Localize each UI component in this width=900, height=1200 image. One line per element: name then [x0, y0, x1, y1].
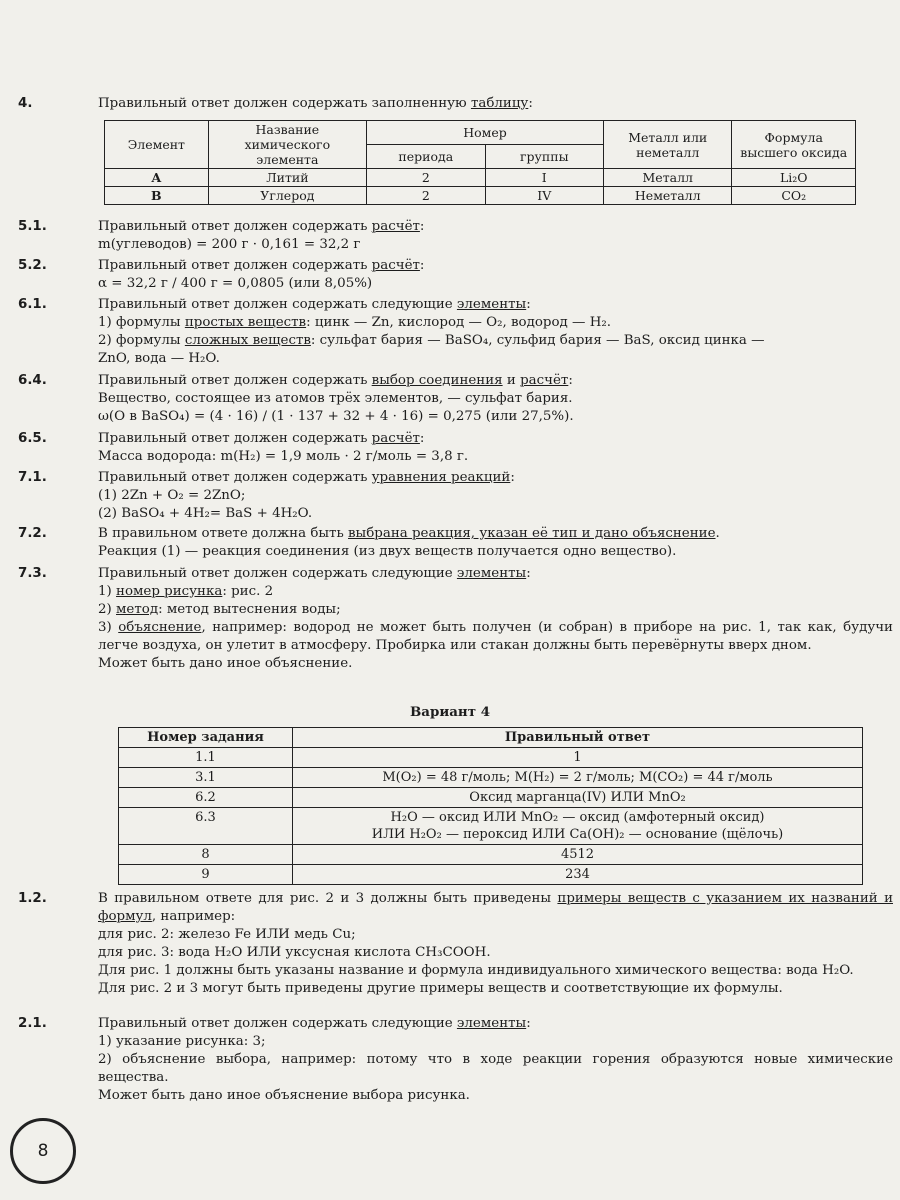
section-number: 7.1. — [18, 470, 47, 485]
cell-period: 2 — [367, 169, 485, 187]
page-number — [10, 1118, 76, 1184]
section-line — [98, 314, 893, 332]
section-keyword: расчёт — [520, 373, 569, 388]
answer-line: ИЛИ H₂O₂ — пероксид ИЛИ Ca(OH)₂ — основание (щёлочь) — [371, 827, 784, 842]
section-line — [98, 601, 893, 619]
section-line: Может быть дано иное объяснение. — [98, 656, 353, 671]
header-element: Элемент — [105, 121, 209, 169]
section-6-4 — [18, 372, 893, 426]
section-7-1 — [18, 469, 893, 523]
section-number: 6.5. — [18, 431, 47, 446]
cell-name: Углерод — [208, 187, 366, 205]
section-intro-end: : — [528, 96, 533, 111]
section-intro-end: : — [526, 566, 531, 581]
cell-metal: Металл — [603, 169, 732, 187]
section-intro: Правильный ответ должен содержать — [98, 258, 372, 273]
section-line: m(углеводов) = 200 г · 0,161 = 32,2 г — [98, 237, 361, 252]
section-keyword: элементы — [456, 297, 527, 312]
cell-oxide: CO₂ — [732, 187, 856, 205]
section-number: 7.2. — [18, 526, 47, 541]
section-number: 2.1. — [18, 1016, 47, 1031]
cell-oxide: Li₂O — [732, 169, 856, 187]
section-keyword: расчёт — [371, 431, 420, 446]
section-2-1 — [18, 1015, 893, 1105]
section-intro: Правильный ответ должен содержать — [98, 373, 372, 388]
line-text: 2) формулы — [98, 333, 185, 348]
section-line: Может быть дано иное объяснение выбора рисунка. — [98, 1088, 470, 1103]
line-text: 1) — [98, 584, 117, 599]
table-row — [105, 187, 856, 205]
table-row — [119, 865, 863, 885]
section-intro: Правильный ответ должен содержать — [98, 219, 372, 234]
cell-name: Литий — [208, 169, 366, 187]
cell-answer: 234 — [293, 865, 863, 885]
section-intro-end: : — [419, 431, 425, 446]
section-intro: Правильный ответ должен содержать следующие — [98, 566, 457, 581]
header-oxide: Формула высшего оксида — [732, 121, 856, 169]
section-number: 1.2. — [18, 891, 47, 906]
variant-title: Вариант 4 — [409, 704, 491, 720]
section-number: 4. — [18, 96, 33, 111]
section-keyword: элементы — [456, 566, 527, 581]
section-line — [98, 583, 893, 601]
section-line: (1) 2Zn + O₂ = 2ZnO; — [98, 488, 246, 503]
section-intro: Правильный ответ должен содержать — [98, 431, 372, 446]
line-text: 3) — [98, 620, 119, 635]
section-1-2 — [18, 890, 893, 998]
header-answer: Правильный ответ — [293, 728, 863, 748]
page-number-text: 8 — [37, 1141, 49, 1161]
section-line — [98, 332, 893, 350]
section-line: α = 32,2 г / 400 г = 0,0805 (или 8,05%) — [98, 276, 373, 291]
cell-metal: Неметалл — [603, 187, 732, 205]
cell-element: А — [105, 169, 209, 187]
section-intro-mid: и — [502, 373, 521, 388]
section-line: Для рис. 2 и 3 могут быть приведены другие примеры веществ и соответствующие их формулы. — [98, 981, 783, 996]
section-keyword: расчёт — [371, 258, 420, 273]
section-intro-end: : — [568, 373, 573, 388]
section-4 — [18, 95, 893, 113]
section-line: ω(O в BaSO₄) = (4 · 16) / (1 · 137 + 32 + 4 · 16) = 0,275 (или 27,5%). — [98, 409, 574, 424]
answer-table-4 — [104, 120, 856, 205]
section-line: Вещество, состоящее из атомов трёх элементов, — сульфат бария. — [98, 391, 573, 406]
cell-answer: M(O₂) = 48 г/моль; M(H₂) = 2 г/моль; M(CO₂) = 44 г/моль — [293, 768, 863, 788]
section-keyword: выбор соединения — [371, 373, 503, 388]
cell-answer: 4512 — [293, 845, 863, 865]
table-row — [119, 788, 863, 808]
section-keyword: элементы — [456, 1016, 527, 1031]
section-number: 6.4. — [18, 373, 47, 388]
line-keyword: простых веществ — [184, 315, 307, 330]
line-text: : рис. 2 — [222, 584, 274, 599]
cell-task: 3.1 — [119, 768, 293, 788]
line-keyword: номер рисунка — [116, 584, 223, 599]
section-number: 5.1. — [18, 219, 47, 234]
section-6-5 — [18, 430, 893, 466]
section-line: (2) BaSO₄ + 4H₂= BaS + 4H₂O. — [98, 506, 313, 521]
section-keyword: выбрана реакция, указан её тип и дано объяснение — [348, 526, 716, 541]
section-intro: Правильный ответ должен содержать — [98, 470, 372, 485]
header-metal: Металл или неметалл — [603, 121, 732, 169]
header-period: периода — [367, 145, 485, 169]
section-line: для рис. 2: железо Fe ИЛИ медь Cu; — [98, 927, 356, 942]
section-line: 1) указание рисунка: 3; — [98, 1034, 266, 1049]
line-keyword: метод — [116, 602, 159, 617]
cell-task: 9 — [119, 865, 293, 885]
table-row — [119, 748, 863, 768]
section-intro-end: : — [419, 258, 425, 273]
line-text: 1) формулы — [98, 315, 185, 330]
header-name: Название химического элемента — [208, 121, 366, 169]
section-7-2 — [18, 525, 893, 561]
section-line: Масса водорода: m(H₂) = 1,9 моль · 2 г/моль = 3,8 г. — [98, 449, 469, 464]
section-intro: В правильном ответе должна быть — [98, 526, 348, 541]
section-intro-end: , например: — [151, 909, 236, 924]
table-row — [105, 169, 856, 187]
cell-answer: 1 — [293, 748, 863, 768]
line-text: : цинк — Zn, кислород — O₂, водород — H₂. — [306, 315, 612, 330]
line-text: , например: водород не может быть получен (и собран) в приборе на рис. 1, так как, будучи легче воздуха, он улетит в атмосферу. Пробирка или стакан должны быть перевёрнуты вверх дном. — [98, 620, 893, 653]
table-row — [119, 768, 863, 788]
section-keyword: расчёт — [371, 219, 420, 234]
section-keyword: примеры веществ с указанием их названий и формул — [98, 891, 893, 924]
cell-answer — [293, 808, 863, 845]
section-intro: Правильный ответ должен содержать следующие — [98, 297, 457, 312]
cell-group: IV — [485, 187, 603, 205]
section-intro-end: : — [526, 297, 531, 312]
line-text: : сульфат бария — BaSO₄, сульфид бария — BaS, оксид цинка — — [310, 333, 765, 348]
cell-task: 8 — [119, 845, 293, 865]
cell-element: В — [105, 187, 209, 205]
section-5-2 — [18, 257, 893, 293]
section-line: ZnO, вода — H₂O. — [98, 351, 220, 366]
section-7-3 — [18, 565, 893, 673]
cell-task: 1.1 — [119, 748, 293, 768]
header-group: группы — [485, 145, 603, 169]
cell-task: 6.2 — [119, 788, 293, 808]
header-task: Номер задания — [119, 728, 293, 748]
line-keyword: объяснение — [118, 620, 202, 635]
table-row — [119, 808, 863, 845]
answer-line: H₂O — оксид ИЛИ MnO₂ — оксид (амфотерный оксид) — [390, 810, 765, 825]
section-6-1 — [18, 296, 893, 368]
answer-table-variant — [118, 727, 863, 885]
section-intro: Правильный ответ должен содержать заполненную — [98, 96, 471, 111]
section-line: Реакция (1) — реакция соединения (из двух веществ получается одно вещество). — [98, 544, 677, 559]
section-intro-end: : — [510, 470, 515, 485]
section-intro: Правильный ответ должен содержать следующие — [98, 1016, 457, 1031]
section-number: 7.3. — [18, 566, 47, 581]
section-line: 2) объяснение выбора, например: потому что в ходе реакции горения образуются новые химические вещества. — [98, 1052, 893, 1085]
section-keyword: уравнения реакций — [371, 470, 511, 485]
line-text: 2) — [98, 602, 117, 617]
line-text: : метод вытеснения воды; — [158, 602, 341, 617]
section-line — [98, 619, 893, 655]
cell-group: I — [485, 169, 603, 187]
section-line: Для рис. 1 должны быть указаны название и формула индивидуального химического вещества: вода H₂O. — [98, 963, 854, 978]
table-row — [119, 845, 863, 865]
section-intro: В правильном ответе для рис. 2 и 3 должны быть приведены — [98, 891, 558, 906]
section-intro-end: : — [526, 1016, 531, 1031]
line-keyword: сложных веществ — [184, 333, 311, 348]
cell-answer: Оксид марганца(IV) ИЛИ MnO₂ — [293, 788, 863, 808]
header-number: Номер — [367, 121, 604, 145]
section-line: для рис. 3: вода H₂O ИЛИ уксусная кислота CH₃COOH. — [98, 945, 491, 960]
section-number: 6.1. — [18, 297, 47, 312]
section-5-1 — [18, 218, 893, 254]
cell-task: 6.3 — [119, 808, 293, 845]
section-intro-end: . — [715, 526, 720, 541]
section-intro-end: : — [419, 219, 425, 234]
cell-period: 2 — [367, 187, 485, 205]
section-number: 5.2. — [18, 258, 47, 273]
section-keyword: таблицу — [470, 96, 529, 111]
